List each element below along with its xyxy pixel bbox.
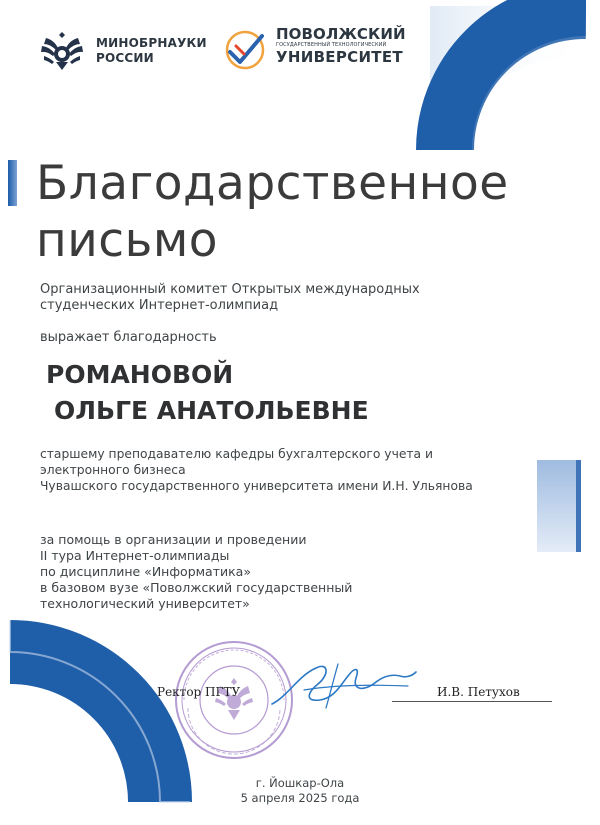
- thanks-line: выражает благодарность: [40, 330, 217, 345]
- place-and-date: [0, 776, 600, 806]
- reason-line-2: II тура Интернет-олимпиады: [40, 548, 230, 563]
- signatory-name: И.В. Петухов: [437, 685, 520, 699]
- reason-line-1: за помощь в организации и проведении: [40, 532, 307, 547]
- position-line-2: электронного бизнеса: [40, 463, 186, 477]
- position-line-3: Чувашского государственного университета имени И.Н. Ульянова: [40, 479, 473, 493]
- university-name-line-3: УНИВЕРСИТЕТ: [276, 48, 403, 66]
- organizer-line-2: студенческих Интернет-олимпиад: [40, 298, 279, 313]
- handwritten-signature: [268, 656, 418, 712]
- reason-line-3: по дисциплине «Информатика»: [40, 564, 251, 579]
- signature-line: [392, 701, 552, 702]
- ministry-name: [96, 36, 207, 66]
- reason-line-5: технологический университет»: [40, 596, 250, 611]
- title-line-1: Благодарственное: [36, 156, 509, 211]
- title-line-2: письмо: [36, 213, 219, 268]
- position-line-1: старшему преподавателю кафедры бухгалтерского учета и: [40, 447, 433, 461]
- recipient-surname: РОМАНОВОЙ: [46, 360, 234, 389]
- ministry-emblem-icon: [36, 28, 88, 76]
- reason-text: [40, 532, 352, 612]
- university-name-line-2: ГОСУДАРСТВЕННЫЙ ТЕХНОЛОГИЧЕСКИЙ: [276, 42, 387, 48]
- university-name: [276, 26, 406, 65]
- reason-line-4: в базовом вузе «Поволжский государственный: [40, 580, 353, 595]
- signatory-title: Ректор ПГТУ: [157, 685, 241, 699]
- ministry-name-line-1: МИНОБРНАУКИ: [96, 36, 207, 50]
- arc-top-right: [445, 10, 586, 150]
- university-name-line-1: ПОВОЛЖСКИЙ: [276, 25, 406, 43]
- document-title: [36, 155, 509, 269]
- ministry-name-line-2: РОССИИ: [96, 51, 154, 65]
- city: г. Йошкар-Ола: [255, 776, 345, 790]
- organizer-line-1: Организационный комитет Открытых международных: [40, 282, 420, 297]
- thanks-text: [40, 330, 217, 346]
- recipient-position: [40, 446, 473, 494]
- accent-bar-left: [8, 160, 17, 206]
- issue-date: 5 апреля 2025 года: [240, 791, 360, 805]
- recipient-given-names: ОЛЬГЕ АНАТОЛЬЕВНЕ: [54, 396, 369, 425]
- organizer-text: [40, 282, 420, 314]
- accent-bar-right: [537, 460, 581, 552]
- university-logo-icon: [222, 26, 272, 72]
- recipient-name: [46, 357, 369, 429]
